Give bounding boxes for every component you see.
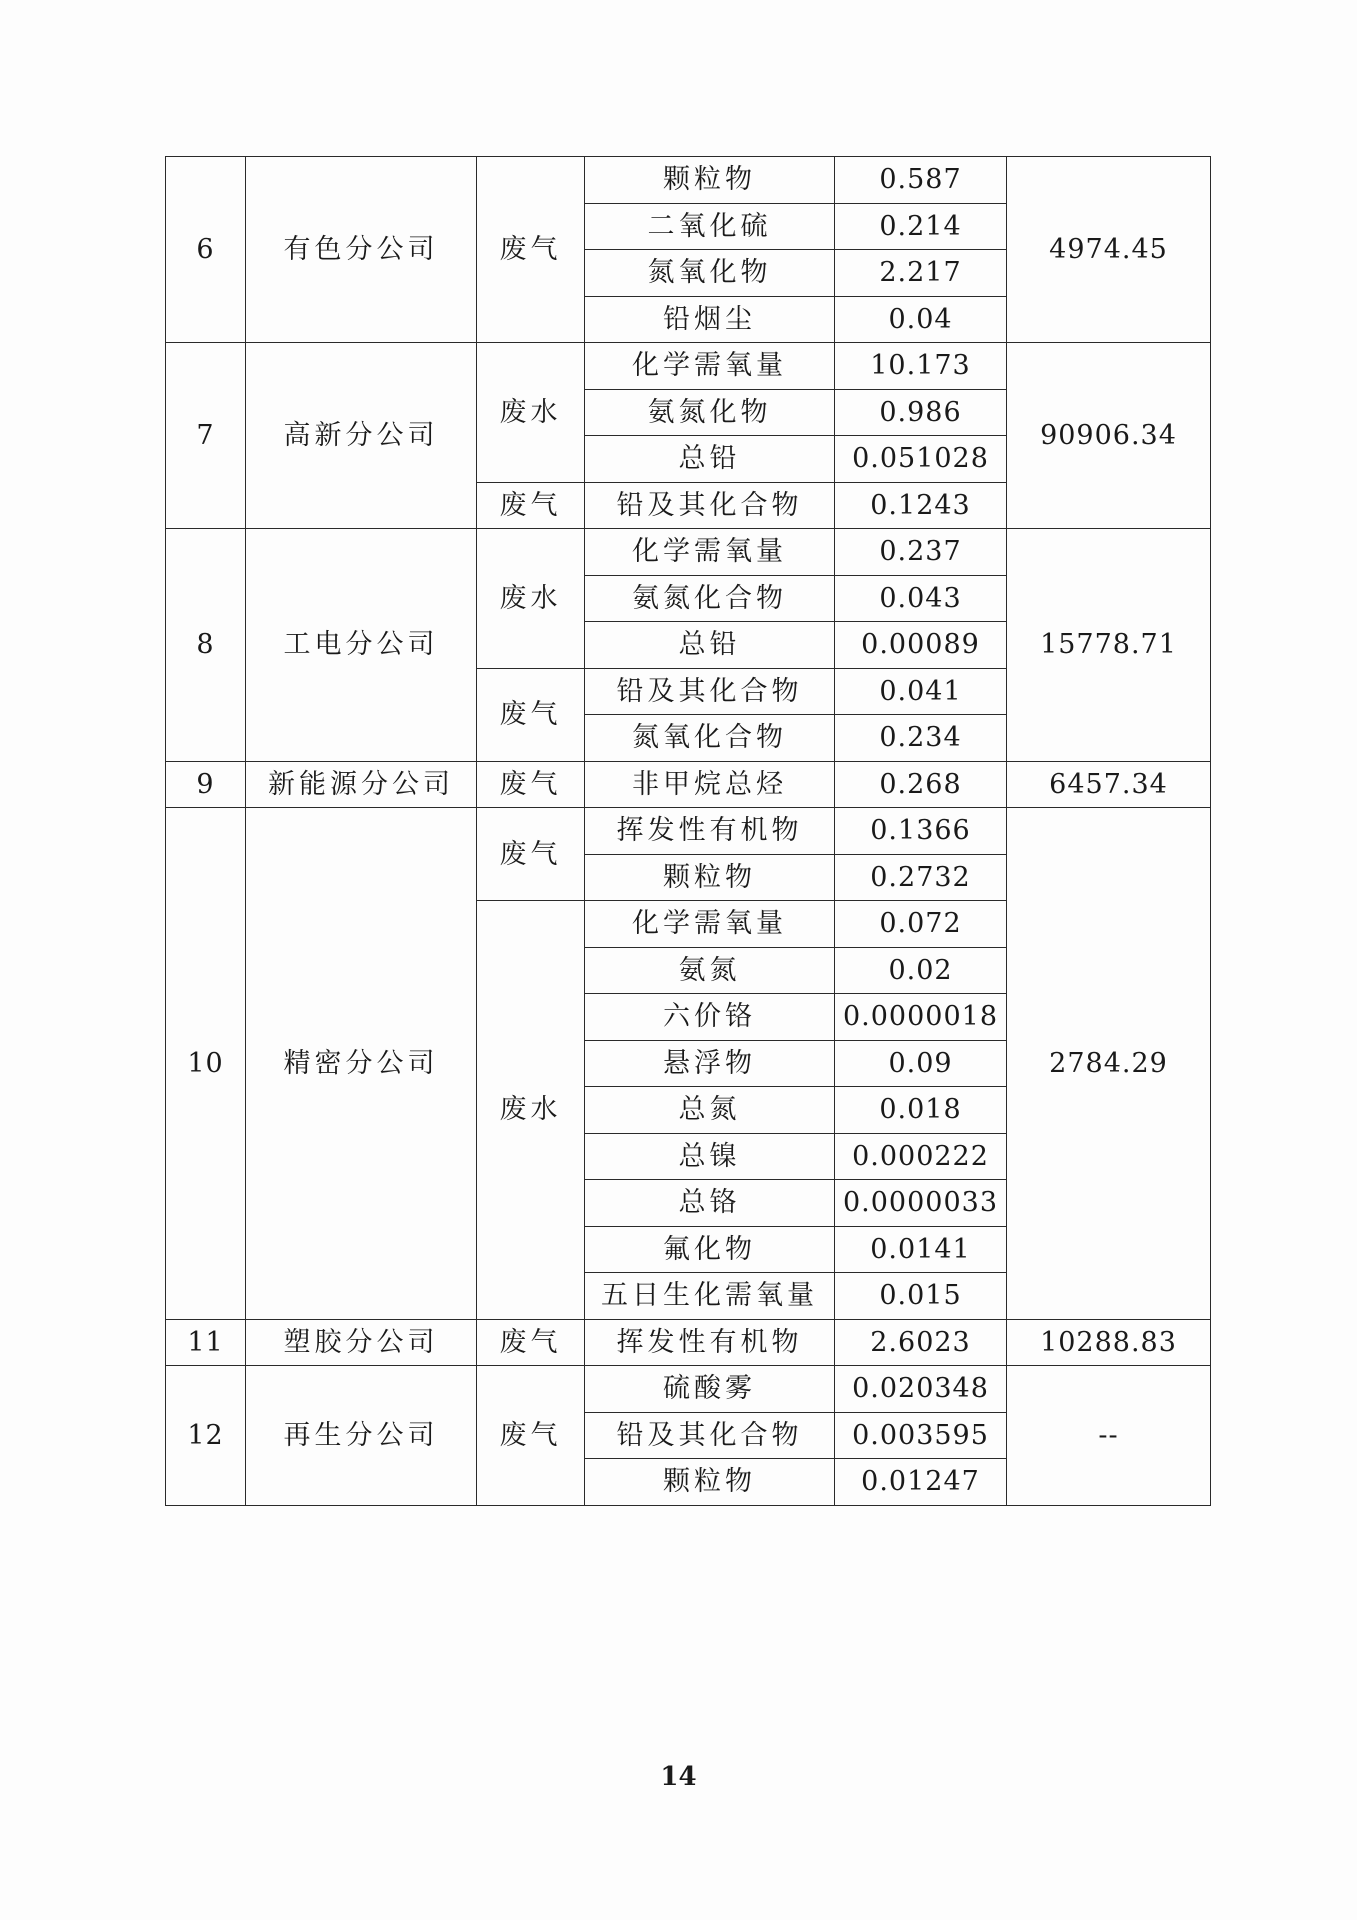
pollutant-name: 硫酸雾 (585, 1366, 835, 1413)
pollutant-value: 0.020348 (835, 1366, 1007, 1413)
row-number: 9 (166, 761, 246, 808)
pollutant-value: 10.173 (835, 343, 1007, 390)
pollutant-name: 总铬 (585, 1180, 835, 1227)
row-number: 7 (166, 343, 246, 529)
pollutant-value: 0.043 (835, 575, 1007, 622)
pollutant-name: 悬浮物 (585, 1040, 835, 1087)
row-number: 8 (166, 529, 246, 762)
pollutant-value: 0.0141 (835, 1226, 1007, 1273)
company-name: 高新分公司 (246, 343, 477, 529)
company-name: 工电分公司 (246, 529, 477, 762)
pollutant-name: 铅及其化合物 (585, 482, 835, 529)
pollutant-name: 氮氧化物 (585, 250, 835, 297)
pollutant-name: 总铅 (585, 622, 835, 669)
pollutant-name: 挥发性有机物 (585, 1319, 835, 1366)
pollutant-name: 氨氮 (585, 947, 835, 994)
pollutant-name: 二氧化硫 (585, 203, 835, 250)
pollutant-type: 废气 (477, 157, 585, 343)
pollutant-value: 2.6023 (835, 1319, 1007, 1366)
emission-table (165, 156, 1211, 1506)
table-row (166, 529, 1211, 576)
total-value: 15778.71 (1007, 529, 1211, 762)
pollutant-name: 铅及其化合物 (585, 668, 835, 715)
pollutant-type: 废气 (477, 668, 585, 761)
pollutant-value: 0.2732 (835, 854, 1007, 901)
pollutant-value: 0.1366 (835, 808, 1007, 855)
pollutant-value: 0.268 (835, 761, 1007, 808)
page-number: 14 (660, 1762, 697, 1792)
total-value: 10288.83 (1007, 1319, 1211, 1366)
company-name: 精密分公司 (246, 808, 477, 1320)
pollutant-value: 0.234 (835, 715, 1007, 762)
pollutant-type: 废气 (477, 1366, 585, 1506)
total-value: -- (1007, 1366, 1211, 1506)
pollutant-type: 废水 (477, 901, 585, 1320)
table-row (166, 808, 1211, 855)
pollutant-value: 0.01247 (835, 1459, 1007, 1506)
pollutant-name: 铅及其化合物 (585, 1412, 835, 1459)
company-name: 新能源分公司 (246, 761, 477, 808)
pollutant-name: 颗粒物 (585, 1459, 835, 1506)
pollutant-value: 0.000222 (835, 1133, 1007, 1180)
pollutant-name: 氟化物 (585, 1226, 835, 1273)
pollutant-value: 0.041 (835, 668, 1007, 715)
row-number: 6 (166, 157, 246, 343)
pollutant-name: 颗粒物 (585, 854, 835, 901)
pollutant-value: 0.00089 (835, 622, 1007, 669)
pollutant-value: 0.587 (835, 157, 1007, 204)
table-row (166, 1319, 1211, 1366)
pollutant-value: 0.214 (835, 203, 1007, 250)
pollutant-name: 挥发性有机物 (585, 808, 835, 855)
pollutant-value: 0.237 (835, 529, 1007, 576)
pollutant-name: 总氮 (585, 1087, 835, 1134)
pollutant-type: 废水 (477, 529, 585, 669)
row-number: 10 (166, 808, 246, 1320)
pollutant-type: 废气 (477, 482, 585, 529)
pollutant-name: 总镍 (585, 1133, 835, 1180)
pollutant-value: 0.0000018 (835, 994, 1007, 1041)
pollutant-value: 0.986 (835, 389, 1007, 436)
company-name: 有色分公司 (246, 157, 477, 343)
total-value: 4974.45 (1007, 157, 1211, 343)
pollutant-value: 0.1243 (835, 482, 1007, 529)
pollutant-value: 0.09 (835, 1040, 1007, 1087)
pollutant-value: 0.04 (835, 296, 1007, 343)
pollutant-name: 非甲烷总烃 (585, 761, 835, 808)
row-number: 11 (166, 1319, 246, 1366)
pollutant-value: 0.018 (835, 1087, 1007, 1134)
row-number: 12 (166, 1366, 246, 1506)
pollutant-name: 六价铬 (585, 994, 835, 1041)
pollutant-type: 废水 (477, 343, 585, 483)
pollutant-value: 2.217 (835, 250, 1007, 297)
table-row (166, 343, 1211, 390)
pollutant-name: 氨氮化物 (585, 389, 835, 436)
pollutant-value: 0.0000033 (835, 1180, 1007, 1227)
pollutant-name: 总铅 (585, 436, 835, 483)
table-row (166, 761, 1211, 808)
pollutant-value: 0.072 (835, 901, 1007, 948)
table-row (166, 157, 1211, 204)
pollutant-value: 0.003595 (835, 1412, 1007, 1459)
pollutant-name: 颗粒物 (585, 157, 835, 204)
pollutant-name: 氮氧化合物 (585, 715, 835, 762)
table-row (166, 1366, 1211, 1413)
total-value: 6457.34 (1007, 761, 1211, 808)
pollutant-name: 化学需氧量 (585, 901, 835, 948)
pollutant-value: 0.02 (835, 947, 1007, 994)
pollutant-type: 废气 (477, 1319, 585, 1366)
company-name: 塑胶分公司 (246, 1319, 477, 1366)
pollutant-name: 化学需氧量 (585, 343, 835, 390)
pollutant-value: 0.051028 (835, 436, 1007, 483)
pollutant-name: 化学需氧量 (585, 529, 835, 576)
total-value: 2784.29 (1007, 808, 1211, 1320)
company-name: 再生分公司 (246, 1366, 477, 1506)
pollutant-type: 废气 (477, 761, 585, 808)
pollutant-value: 0.015 (835, 1273, 1007, 1320)
pollutant-name: 铅烟尘 (585, 296, 835, 343)
pollutant-type: 废气 (477, 808, 585, 901)
pollutant-name: 氨氮化合物 (585, 575, 835, 622)
total-value: 90906.34 (1007, 343, 1211, 529)
pollutant-name: 五日生化需氧量 (585, 1273, 835, 1320)
